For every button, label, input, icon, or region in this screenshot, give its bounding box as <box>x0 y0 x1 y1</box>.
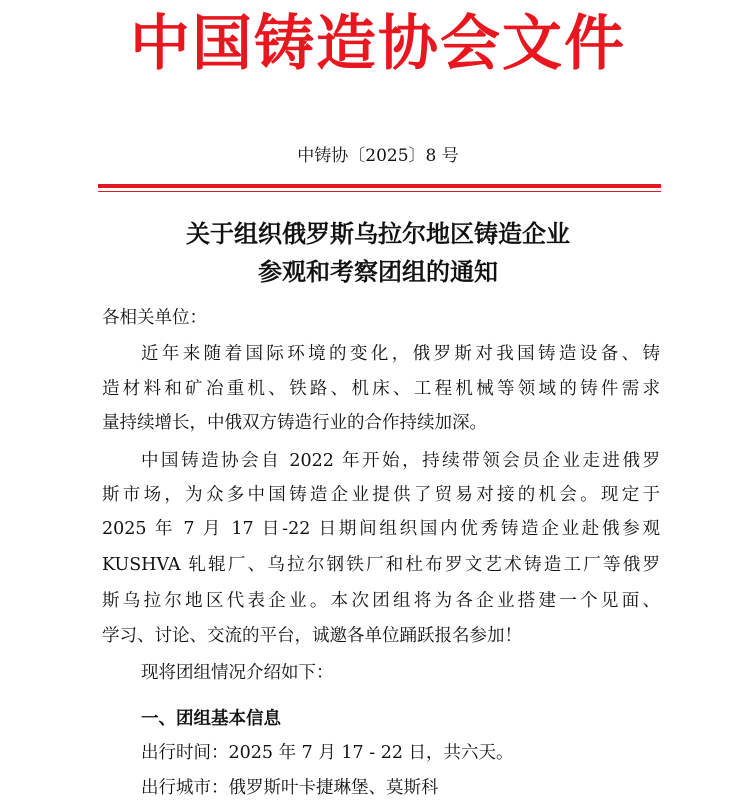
section-heading: 一、团组基本信息 <box>141 709 281 729</box>
paragraph-line: 量持续增长，中俄双方铸造行业的合作持续加深。 <box>102 413 487 433</box>
org-title: 中国铸造协会文件 <box>130 9 626 79</box>
paragraph-line: 近年来随着国际环境的变化，俄罗斯对我国铸造设备、铸 <box>141 344 660 364</box>
paragraph-line: KUSHVA 轧辊厂、乌拉尔钢铁厂和杜布罗文艺术铸造工厂等俄罗 <box>102 555 660 575</box>
paragraph-line: 学习、讨论、交流的平台，诚邀各单位踊跃报名参加！ <box>102 626 522 646</box>
paragraph-line: 2025 年 7 月 17 日-22 日期间组织国内优秀铸造企业赴俄参观 <box>102 519 660 539</box>
travel-time: 出行时间：2025 年 7 月 17 - 22 日，共六天。 <box>141 743 514 763</box>
document-number: 中铸协〔2025〕8 号 <box>297 146 459 166</box>
paragraph-line: 斯市场，为众多中国铸造企业提供了贸易对接的机会。现定于 <box>102 485 660 505</box>
header-rule-thick <box>98 184 661 188</box>
notice-title-line-2: 参观和考察团组的通知 <box>258 257 498 286</box>
intro-line: 现将团组情况介绍如下： <box>141 663 334 683</box>
travel-cities: 出行城市：俄罗斯叶卡捷琳堡、莫斯科 <box>141 778 439 798</box>
notice-title-line-1: 关于组织俄罗斯乌拉尔地区铸造企业 <box>186 219 570 248</box>
header-rule-thin <box>98 191 661 192</box>
salutation: 各相关单位： <box>102 308 207 328</box>
paragraph-line: 斯乌拉尔地区代表企业。本次团组将为各企业搭建一个见面、 <box>102 591 660 611</box>
paragraph-line: 中国铸造协会自 2022 年开始，持续带领会员企业走进俄罗 <box>141 451 660 471</box>
paragraph-line: 造材料和矿冶重机、铁路、机床、工程机械等领域的铸件需求 <box>102 379 660 399</box>
